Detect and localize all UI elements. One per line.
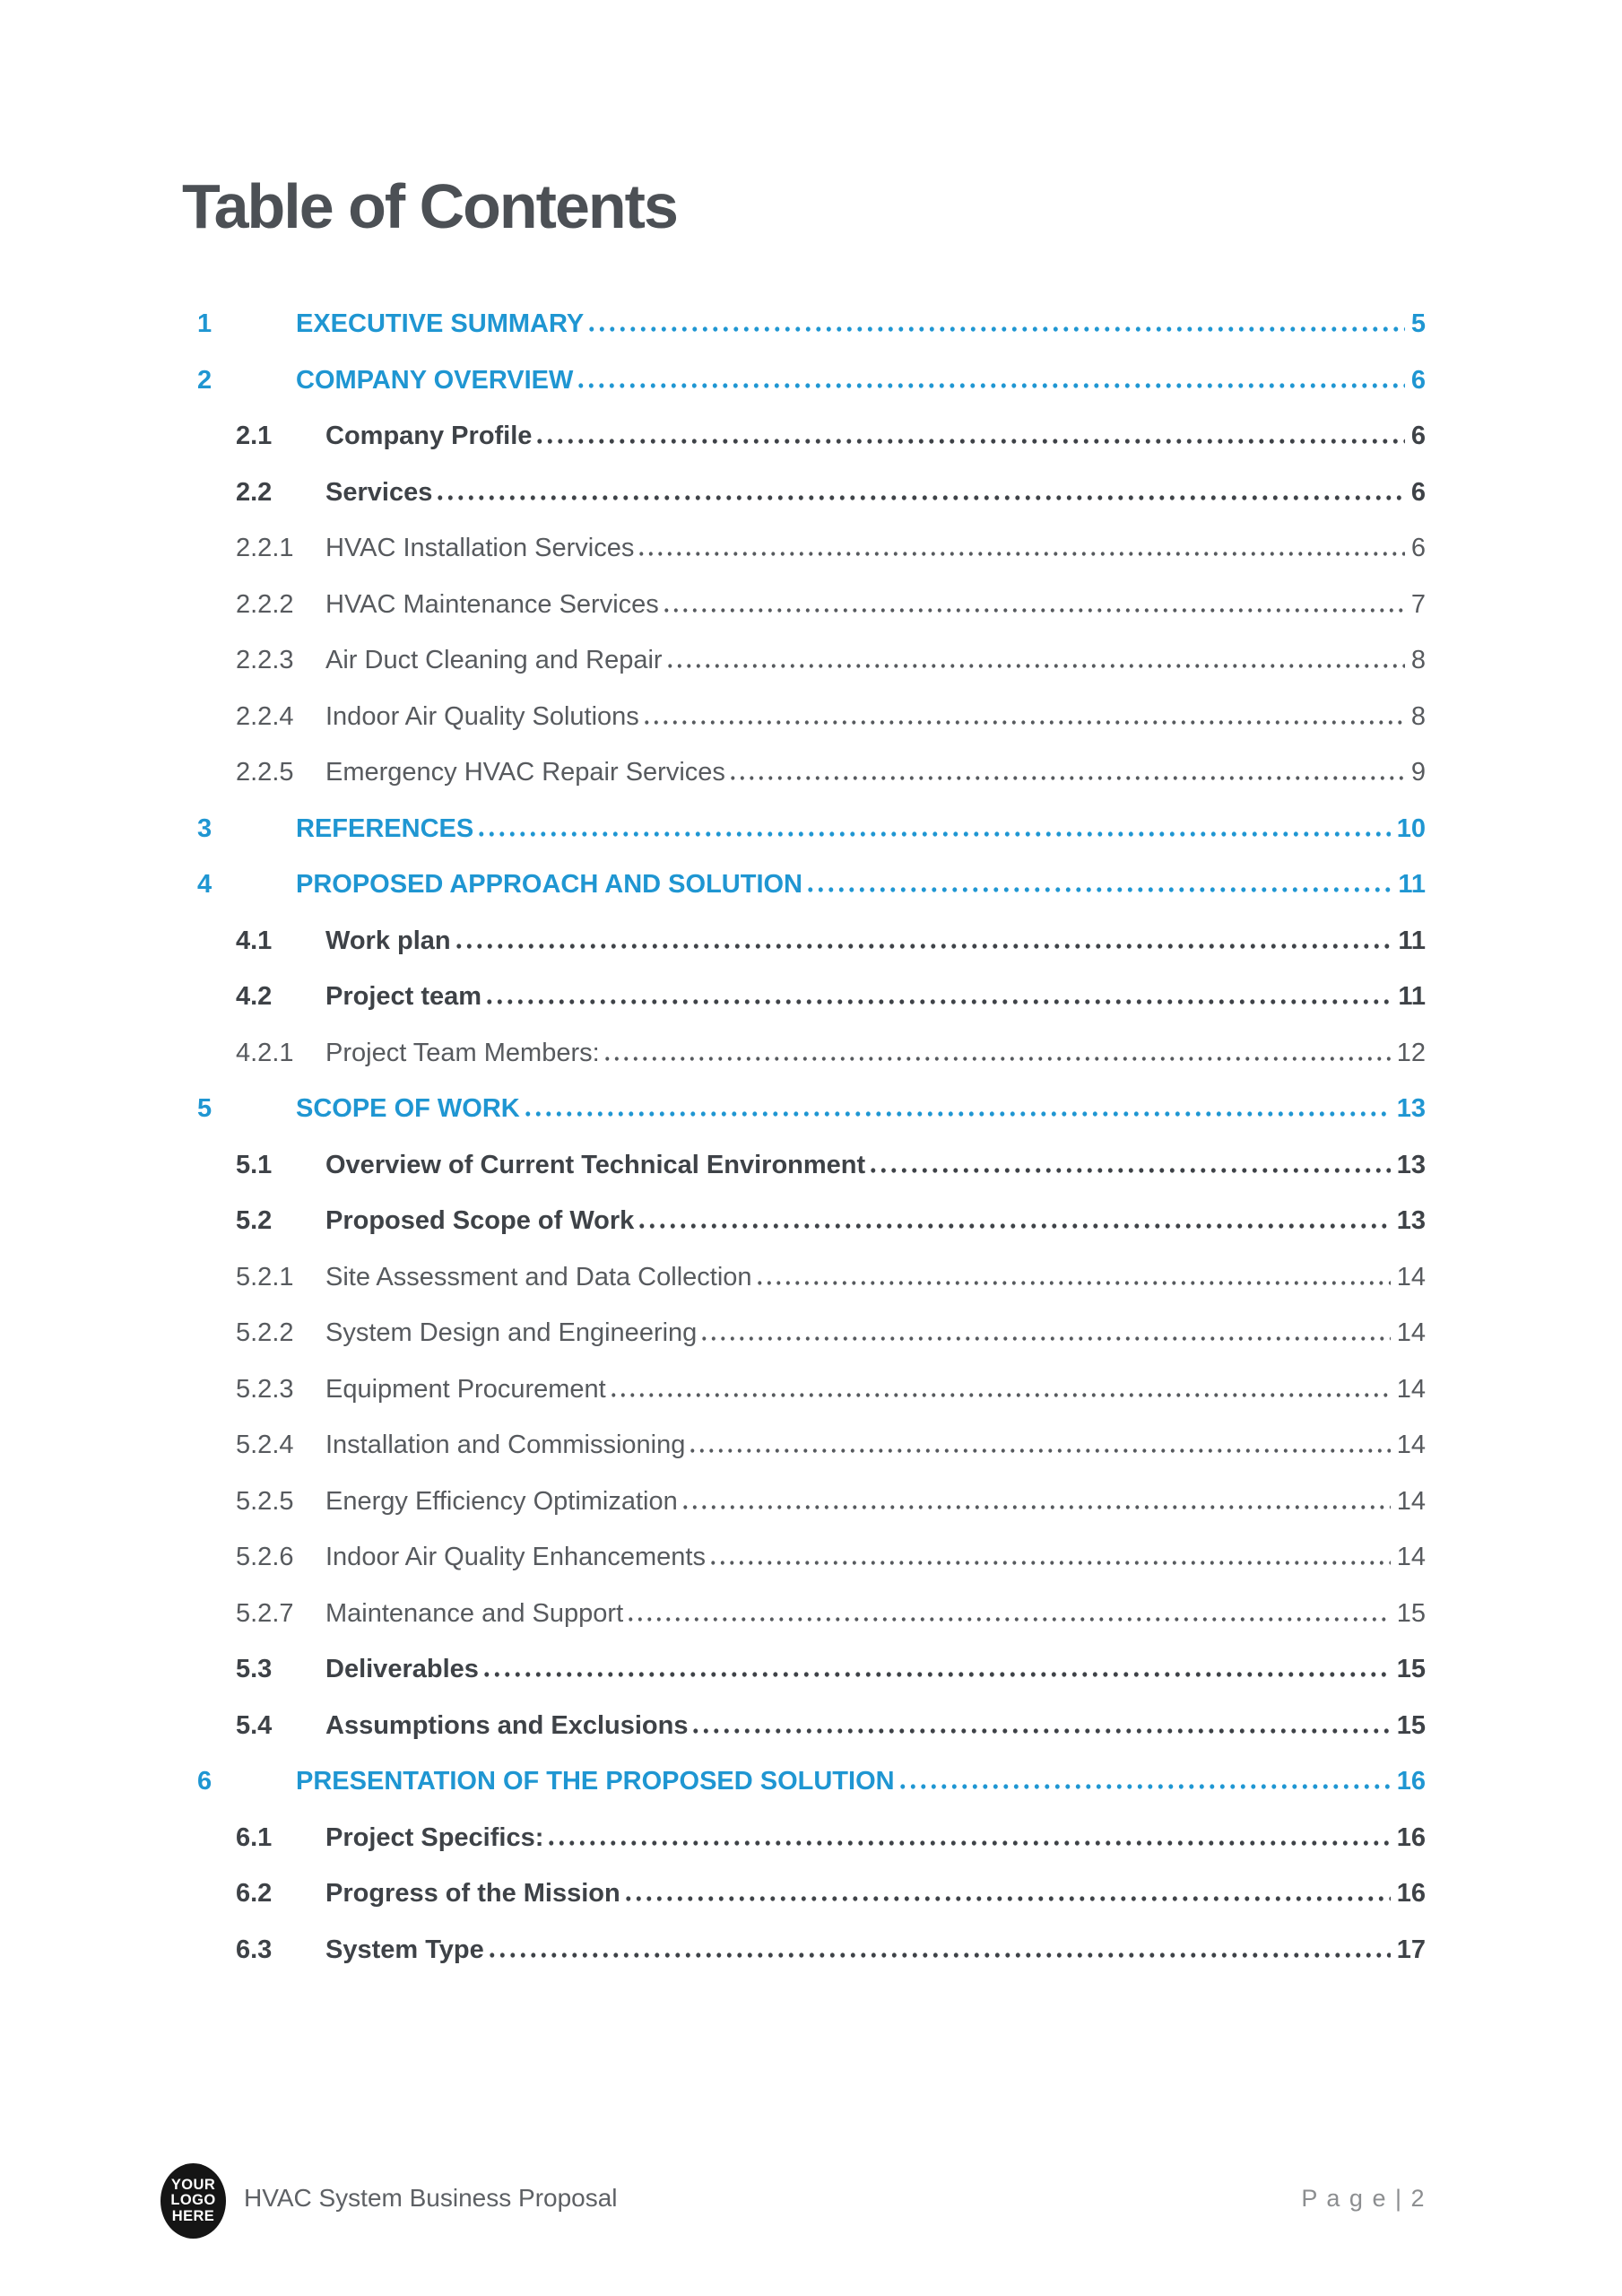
toc-entry-label: Project team [325,982,482,1011]
toc-dot-leader [578,383,1404,388]
toc-entry-number: 2.2.4 [236,701,294,731]
toc-entry[interactable] [197,1922,1426,1979]
toc-entry-label: HVAC Maintenance Services [325,589,659,619]
toc-entry[interactable] [197,352,1426,409]
toc-entry-page: 6 [1410,534,1426,562]
toc-entry-label: Site Assessment and Data Collection [325,1262,752,1292]
toc-entry-page: 16 [1396,1822,1426,1852]
toc-entry-label: Project Team Members: [325,1038,600,1067]
toc-dot-leader [900,1784,1391,1789]
toc-dot-leader [871,1168,1391,1173]
toc-entry-page: 6 [1410,422,1426,450]
toc-entry-number: 6 [197,1767,213,1796]
toc-entry-page: 9 [1410,758,1426,787]
toc-dot-leader [639,1223,1390,1229]
toc-entry-number: 5.1 [236,1150,273,1179]
logo-line: YOUR [170,2176,216,2193]
toc-entry-number: 5.2.2 [236,1318,294,1347]
toc-entry[interactable] [197,1474,1426,1530]
toc-entry-label: Installation and Commissioning [325,1431,686,1459]
toc-entry-number: 2.2.5 [236,758,294,787]
toc-entry-number: 3 [197,813,213,843]
toc-dot-leader [645,720,1405,725]
toc-entry-page: 14 [1396,1543,1426,1571]
toc-entry-label: Progress of the Mission [325,1879,620,1908]
toc-entry-page: 7 [1410,589,1426,619]
toc-entry-label: PROPOSED APPROACH AND SOLUTION [296,870,803,899]
toc-entry[interactable] [197,577,1426,633]
toc-entry[interactable] [197,1810,1426,1866]
toc-entry-page: 16 [1396,1879,1426,1908]
toc-dot-leader [626,1896,1391,1901]
toc-entry-number: 2.2 [236,477,273,507]
footer-page-number: P a g e | 2 [1301,2185,1426,2212]
toc-dot-leader [525,1111,1391,1117]
toc-entry-number: 5.2.6 [236,1543,294,1571]
toc-list [197,296,1426,1978]
toc-entry-label: Deliverables [325,1655,479,1683]
toc-dot-leader [690,1448,1390,1453]
toc-entry-label: Air Duct Cleaning and Repair [325,646,663,674]
toc-entry-page: 16 [1396,1767,1426,1796]
toc-entry[interactable] [197,1025,1426,1082]
toc-dot-leader [808,887,1392,892]
toc-entry-number: 5.2.3 [236,1374,294,1404]
toc-entry-number: 6.1 [236,1822,273,1852]
toc-entry[interactable] [197,1529,1426,1586]
toc-entry-number: 5.2 [236,1206,273,1235]
toc-entry-page: 12 [1396,1038,1426,1067]
toc-entry-label: EXECUTIVE SUMMARY [296,309,585,338]
toc-entry-page: 10 [1396,813,1426,843]
toc-dot-leader [731,776,1405,780]
toc-entry[interactable] [197,632,1426,689]
toc-dot-leader [549,1840,1390,1846]
toc-dot-leader [702,1336,1390,1341]
toc-entry-label: SCOPE OF WORK [296,1094,520,1123]
toc-entry-page: 8 [1410,701,1426,731]
toc-entry-page: 11 [1398,870,1426,899]
toc-dot-leader [438,495,1405,500]
toc-entry-label: REFERENCES [296,813,474,843]
logo-placeholder-icon [160,2163,226,2239]
toc-entry-number: 4.2 [236,982,273,1011]
toc-entry[interactable] [197,296,1426,352]
toc-entry-label: Services [325,477,433,507]
toc-dot-leader [711,1561,1391,1565]
toc-entry-label: Maintenance and Support [325,1598,624,1628]
toc-entry[interactable] [197,857,1426,913]
toc-dot-leader [484,1672,1391,1677]
toc-dot-leader [487,999,1392,1004]
toc-dot-leader [664,608,1405,613]
toc-entry-number: 5.2.5 [236,1486,294,1516]
toc-entry-label: Energy Efficiency Optimization [325,1486,678,1516]
toc-entry-number: 1 [197,309,213,338]
toc-dot-leader [605,1057,1391,1061]
toc-entry-page: 17 [1396,1935,1426,1964]
toc-entry[interactable] [197,465,1426,521]
toc-entry-page: 13 [1396,1206,1426,1235]
toc-entry[interactable] [197,1698,1426,1754]
toc-entry[interactable] [197,1866,1426,1922]
toc-entry[interactable] [197,744,1426,801]
page-title: Table of Contents [182,171,677,241]
toc-entry-label: Project Specifics: [325,1822,544,1852]
toc-entry-page: 15 [1396,1598,1426,1628]
toc-entry[interactable] [197,913,1426,970]
toc-dot-leader [479,831,1391,837]
toc-entry-label: Assumptions and Exclusions [325,1710,689,1740]
toc-entry-page: 6 [1410,477,1426,507]
toc-entry-number: 6.3 [236,1935,273,1964]
toc-entry-page: 5 [1410,309,1426,338]
toc-entry-number: 2.2.1 [236,534,294,562]
toc-entry-number: 5 [197,1094,213,1123]
toc-entry-number: 5.3 [236,1655,273,1683]
logo-line: HERE [171,2207,215,2224]
toc-entry-page: 6 [1410,365,1426,395]
toc-dot-leader [456,944,1392,949]
toc-dot-leader [668,664,1405,668]
toc-entry-page: 15 [1396,1710,1426,1740]
toc-entry-page: 13 [1396,1150,1426,1179]
toc-dot-leader [683,1505,1391,1509]
toc-entry-page: 11 [1398,926,1426,955]
toc-entry-number: 5.2.1 [236,1262,294,1292]
toc-entry-label: System Type [325,1935,484,1964]
toc-entry[interactable] [197,969,1426,1025]
toc-entry-number: 4.2.1 [236,1038,294,1067]
toc-entry-label: Emergency HVAC Repair Services [325,758,725,787]
toc-entry-label: Proposed Scope of Work [325,1206,635,1235]
toc-dot-leader [693,1728,1390,1734]
toc-entry-page: 8 [1410,646,1426,674]
toc-entry[interactable] [197,1417,1426,1474]
logo-line: LOGO [170,2192,216,2209]
toc-dot-leader [537,439,1404,444]
toc-dot-leader [490,1952,1391,1958]
toc-entry[interactable] [197,520,1426,577]
toc-entry-number: 4 [197,870,213,899]
toc-entry-label: HVAC Installation Services [325,534,635,562]
toc-entry-page: 11 [1398,982,1426,1011]
toc-entry-label: PRESENTATION OF THE PROPOSED SOLUTION [296,1767,895,1796]
toc-entry[interactable] [197,1305,1426,1361]
toc-entry-label: System Design and Engineering [325,1318,698,1347]
toc-entry[interactable] [197,1586,1426,1642]
toc-entry-number: 5.2.7 [236,1598,294,1628]
toc-entry-number: 6.2 [236,1879,273,1908]
toc-entry-label: Overview of Current Technical Environment [325,1150,866,1179]
toc-dot-leader [629,1617,1391,1622]
toc-entry[interactable] [197,689,1426,745]
toc-dot-leader [639,552,1404,556]
toc-entry-label: Indoor Air Quality Solutions [325,701,639,731]
toc-dot-leader [589,326,1405,332]
toc-dot-leader [758,1281,1391,1285]
toc-entry[interactable] [197,1137,1426,1194]
footer-doc-title: HVAC System Business Proposal [244,2184,618,2212]
toc-entry-label: Work plan [325,926,451,955]
toc-entry-number: 2.1 [236,422,273,450]
toc-entry[interactable] [197,1641,1426,1698]
toc-entry-label: COMPANY OVERVIEW [296,365,574,395]
toc-entry-number: 2.2.2 [236,589,294,619]
toc-entry[interactable] [197,1361,1426,1418]
toc-entry[interactable] [197,1193,1426,1249]
toc-entry[interactable] [197,801,1426,857]
toc-entry-page: 14 [1396,1431,1426,1459]
toc-entry-number: 2.2.3 [236,646,294,674]
toc-entry[interactable] [197,1753,1426,1810]
toc-entry-label: Company Profile [325,422,533,450]
toc-entry[interactable] [197,408,1426,465]
toc-entry-label: Equipment Procurement [325,1374,606,1404]
toc-entry-page: 14 [1396,1486,1426,1516]
toc-entry-number: 5.4 [236,1710,273,1740]
toc-entry-page: 15 [1396,1655,1426,1683]
toc-entry-number: 4.1 [236,926,273,955]
toc-entry-number: 5.2.4 [236,1431,294,1459]
toc-entry-page: 14 [1396,1374,1426,1404]
toc-entry-label: Indoor Air Quality Enhancements [325,1543,706,1571]
toc-entry-number: 2 [197,365,213,395]
toc-entry-page: 14 [1396,1262,1426,1292]
toc-entry[interactable] [197,1081,1426,1137]
toc-entry-page: 14 [1396,1318,1426,1347]
toc-entry[interactable] [197,1249,1426,1306]
toc-entry-page: 13 [1396,1094,1426,1123]
toc-dot-leader [612,1393,1391,1397]
